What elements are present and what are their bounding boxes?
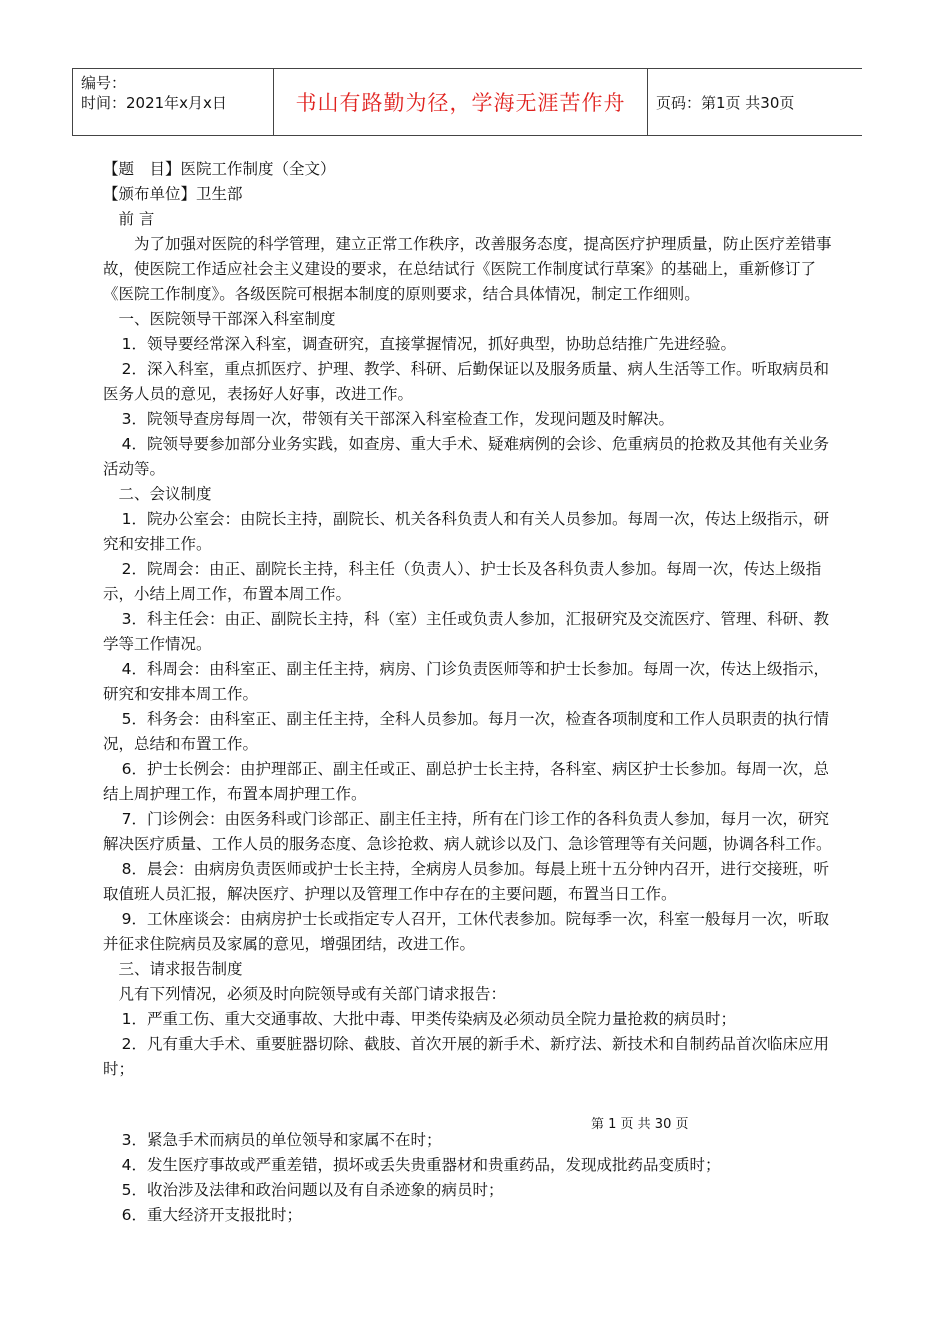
title-line: 【题 目】医院工作制度（全文） xyxy=(103,160,336,178)
list-item: 1．领导要经常深入科室，调查研究，直接掌握情况，抓好典型，协助总结推广先进经验。 xyxy=(121,335,736,353)
header-page-cell xyxy=(647,69,862,135)
list-item: 2．院周会：由正、副院长主持，科主任（负责人）、护士长及各科负责人参加。每周一次，传达上级指示，小结上周工作，布置本周工作。 xyxy=(103,560,822,603)
list-item: 6．护士长例会：由护理部正、副主任或正、副总护士长主持，各科室、病区护士长参加。每周一次，总结上周护理工作，布置本周护理工作。 xyxy=(103,760,829,803)
list-item: 7．门诊例会：由医务科或门诊部正、副主任主持，所有在门诊工作的各科负责人参加，每月一次，研究解决医疗质量、工作人员的服务态度、急诊抢救、病人就诊以及门、急诊管理等有关问题，协调各科工作。 xyxy=(103,810,832,853)
header-table xyxy=(72,68,862,136)
list-item: 1．院办公室会：由院长主持，副院长、机关各科负责人和有关人员参加。每周一次，传达上级指示，研究和安排工作。 xyxy=(103,510,829,553)
motto: 书山有路勤为径，学海无涯苦作舟 xyxy=(295,91,626,115)
section-heading: 三、请求报告制度 xyxy=(118,960,243,978)
preface-heading: 前 言 xyxy=(118,210,155,228)
list-item: 3．院领导查房每周一次，带领有关干部深入科室检查工作，发现问题及时解决。 xyxy=(121,410,674,428)
list-item: 9．工休座谈会：由病房护士长或指定专人召开，工休代表参加。院每季一次，科室一般每月一次，听取并征求住院病员及家属的意见，增强团结，改进工作。 xyxy=(103,910,829,953)
list-item: 5．科务会：由科室正、副主任主持，全科人员参加。每月一次，检查各项制度和工作人员职责的执行情况，总结和布置工作。 xyxy=(103,710,829,753)
page-label: 页码：第1页 共30页 xyxy=(656,93,795,112)
header-meta-cell xyxy=(72,69,273,135)
list-item: 3．紧急手术而病员的单位领导和家属不在时； xyxy=(121,1131,442,1149)
list-item: 8．晨会：由病房负责医师或护士长主持，全病房人员参加。每晨上班十五分钟内召开，进行交接班，听取值班人员汇报，解决医疗、护理以及管理工作中存在的主要问题，布置当日工作。 xyxy=(103,860,829,903)
header-motto-cell xyxy=(273,69,647,135)
time-label: 时间：2021年x月x日 xyxy=(81,94,227,112)
number-label: 编号： xyxy=(81,74,127,92)
footer-page-number: 第 1 页 共 30 页 xyxy=(591,1117,689,1132)
list-item: 4．发生医疗事故或严重差错，损坏或丢失贵重器材和贵重药品，发现成批药品变质时； xyxy=(121,1156,721,1174)
list-item: 5．收治涉及法律和政治问题以及有自杀迹象的病员时； xyxy=(121,1181,504,1199)
preface-paragraph: 为了加强对医院的科学管理，建立正常工作秩序，改善服务态度，提高医疗护理质量，防止医疗差错事故，使医院工作适应社会主义建设的要求，在总结试行《医院工作制度试行草案》的基础上，重新修订了《医院工作制度》。各级医院可根据本制度的原则要求，结合具体情况，制定工作细则。 xyxy=(103,235,832,303)
issuer-line: 【颁布单位】卫生部 xyxy=(103,185,243,203)
document-body-continued xyxy=(103,1128,843,1228)
section-heading: 一、医院领导干部深入科室制度 xyxy=(118,310,336,328)
list-item: 1．严重工伤、重大交通事故、大批中毒、甲类传染病及必须动员全院力量抢救的病员时； xyxy=(121,1010,736,1028)
section-intro: 凡有下列情况，必须及时向院领导或有关部门请求报告： xyxy=(118,985,507,1003)
list-item: 2．深入科室，重点抓医疗、护理、教学、科研、后勤保证以及服务质量、病人生活等工作。听取病员和医务人员的意见，表扬好人好事，改进工作。 xyxy=(103,360,829,403)
list-item: 4．科周会：由科室正、副主任主持，病房、门诊负责医师等和护士长参加。每周一次，传达上级指示，研究和安排本周工作。 xyxy=(103,660,829,703)
section-heading: 二、会议制度 xyxy=(118,485,212,503)
document-body xyxy=(103,157,843,1082)
list-item: 4．院领导要参加部分业务实践，如查房、重大手术、疑难病例的会诊、危重病员的抢救及其他有关业务活动等。 xyxy=(103,435,829,478)
list-item: 3．科主任会：由正、副院长主持，科（室）主任或负责人参加，汇报研究及交流医疗、管理、科研、教学等工作情况。 xyxy=(103,610,829,653)
list-item: 6．重大经济开支报批时； xyxy=(121,1206,302,1224)
list-item: 2．凡有重大手术、重要脏器切除、截肢、首次开展的新手术、新疗法、新技术和自制药品首次临床应用时； xyxy=(103,1035,829,1078)
